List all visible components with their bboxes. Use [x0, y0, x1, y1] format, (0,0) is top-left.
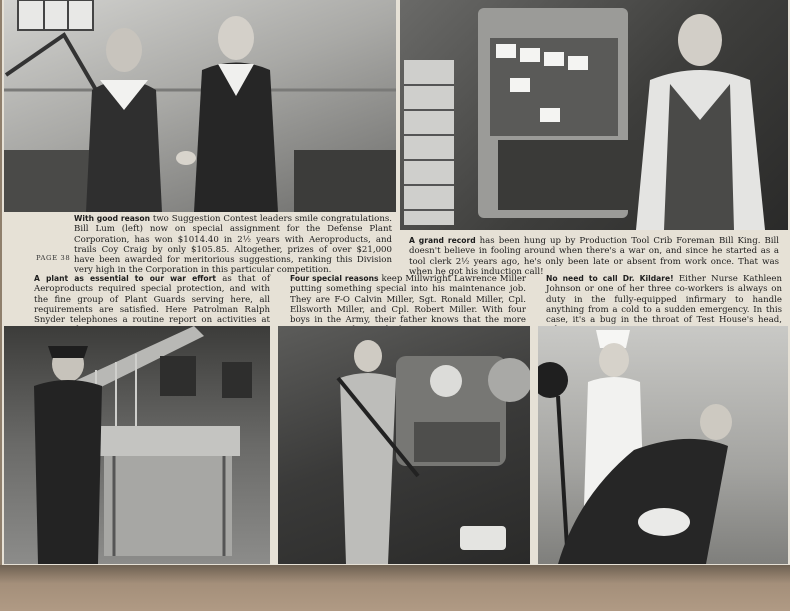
caption-lead: No need to call Dr. Kildare! — [546, 274, 674, 283]
caption-lead: A grand record — [409, 236, 476, 245]
patrolman-illustration — [4, 326, 270, 564]
caption-lead: Four special reasons — [290, 274, 379, 283]
millwright-illustration — [278, 326, 530, 564]
page-number: PAGE 38 — [36, 254, 71, 262]
tool-crib-illustration — [400, 0, 788, 230]
caption-body: has been hung up by Production Tool Crib Foreman Bill King. Bill doesn't believe in fooling around when there's a war on, and since he started as a tool clerk 2½ years ago, he's only been late or absent from work once. That was when he got his induction call! — [409, 236, 780, 277]
photo-handshake — [4, 0, 396, 212]
caption-suggestion-contest — [74, 214, 392, 276]
caption-body: Either Nurse Kathleen Johnson or one of her three co-workers is always on duty in the fully-equipped infirmary to handle anything from a cold to a sudden emergency. In this case, it's a bug in the throat of Test House's head, — [546, 274, 782, 326]
caption-lead: With good reason — [74, 214, 151, 223]
infirmary-illustration — [538, 326, 788, 564]
photo-millwright — [278, 326, 530, 564]
photo-tool-crib — [400, 0, 788, 230]
photo-infirmary — [538, 326, 788, 564]
caption-tool-crib — [409, 236, 779, 277]
page-edge — [0, 565, 790, 611]
caption-body: two Suggestion Contest leaders smile congratulations. Bill Lum (left) now on special assignment for the Defense Plant Corporation, has won $1014.40 in 2½ years with Aeroproducts, and trails Coy Craig by only $105.85. Altogether, prizes of over $21,000 have been awarded for meritorious suggestions, ranking this Division very high in the Corporation in this particular competition. — [74, 214, 393, 276]
caption-body: keep Millwright Lawrence Miller putting something special into his maintenance job. They are F-O Calvin Miller, Sgt. Ronald Miller, Cpl. Ellsworth Miller, and Cpl. Robert Miller. With four boys in the Army, their father knows that the more — [290, 274, 527, 326]
photo-patrolman — [4, 326, 270, 564]
caption-body: as that of Aeroproducts required special protection, and with the fine group of Plant Guards serving here, all requirements are satisfied. Here Patrolman Ralph Snyder telephones a routine report on activities at — [34, 274, 271, 326]
magazine-page — [2, 0, 790, 565]
handshake-illustration — [4, 0, 396, 212]
caption-lead: A plant as essential to our war effort — [34, 274, 217, 283]
